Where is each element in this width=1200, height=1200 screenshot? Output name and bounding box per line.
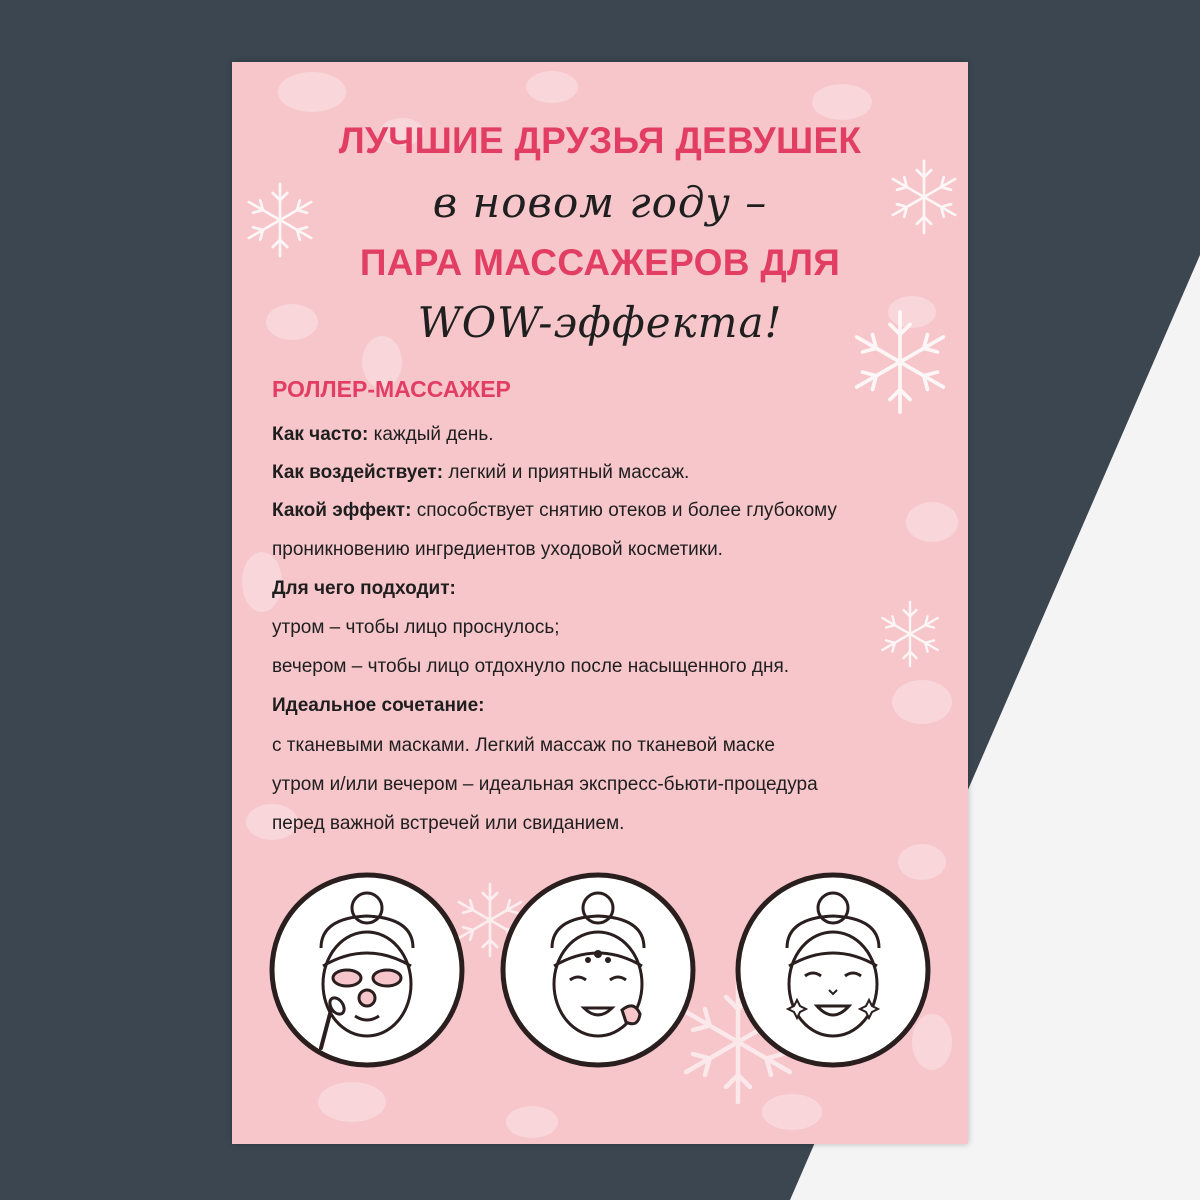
combo-label-line xyxy=(272,695,485,717)
how-acts-label: Как воздействует: xyxy=(272,462,444,483)
effect-line-continued: проникновению ингредиентов уходовой косметики. xyxy=(272,539,723,560)
headline-line-1: ЛУЧШИЕ ДРУЗЬЯ ДЕВУШЕК xyxy=(338,120,862,161)
combo-line-3: перед важной встречей или свиданием. xyxy=(272,813,625,834)
combo-label: Идеальное сочетание: xyxy=(272,695,485,716)
headline-line-4: WOW-эффекта! xyxy=(417,298,783,347)
suits-label-line xyxy=(272,578,456,600)
effect-label: Какой эффект: xyxy=(272,500,412,521)
suits-line-1: утром – чтобы лицо проснулось; xyxy=(272,617,560,638)
combo-line-2: утром и/или вечером – идеальная экспресс-бьюти-процедура xyxy=(272,774,818,795)
illustrations-row xyxy=(232,870,968,1070)
headline-line-2: в новом году – xyxy=(432,178,768,227)
leaflet-card xyxy=(232,62,968,1144)
effect-text: способствует снятию отеков и более глубокому xyxy=(411,500,837,521)
face-glowing-icon xyxy=(738,875,928,1065)
effect-line xyxy=(272,500,837,522)
suits-label: Для чего подходит: xyxy=(272,578,456,599)
section-heading: РОЛЛЕР-МАССАЖЕР xyxy=(272,376,511,402)
headline-line-3: ПАРА МАССАЖЕРОВ ДЛЯ xyxy=(359,242,841,283)
how-acts-line xyxy=(272,462,689,484)
suits-line-2: вечером – чтобы лицо отдохнуло после насыщенного дня. xyxy=(272,656,790,677)
how-acts-text: легкий и приятный массаж. xyxy=(443,462,690,483)
how-often-text: каждый день. xyxy=(368,424,494,445)
face-gua-sha-icon xyxy=(503,875,693,1065)
how-often-label: Как часто: xyxy=(272,424,369,445)
combo-line-1: с тканевыми масками. Легкий массаж по тканевой маске xyxy=(272,735,775,756)
how-often-line xyxy=(272,424,494,446)
face-mask-roller-icon xyxy=(272,875,462,1065)
